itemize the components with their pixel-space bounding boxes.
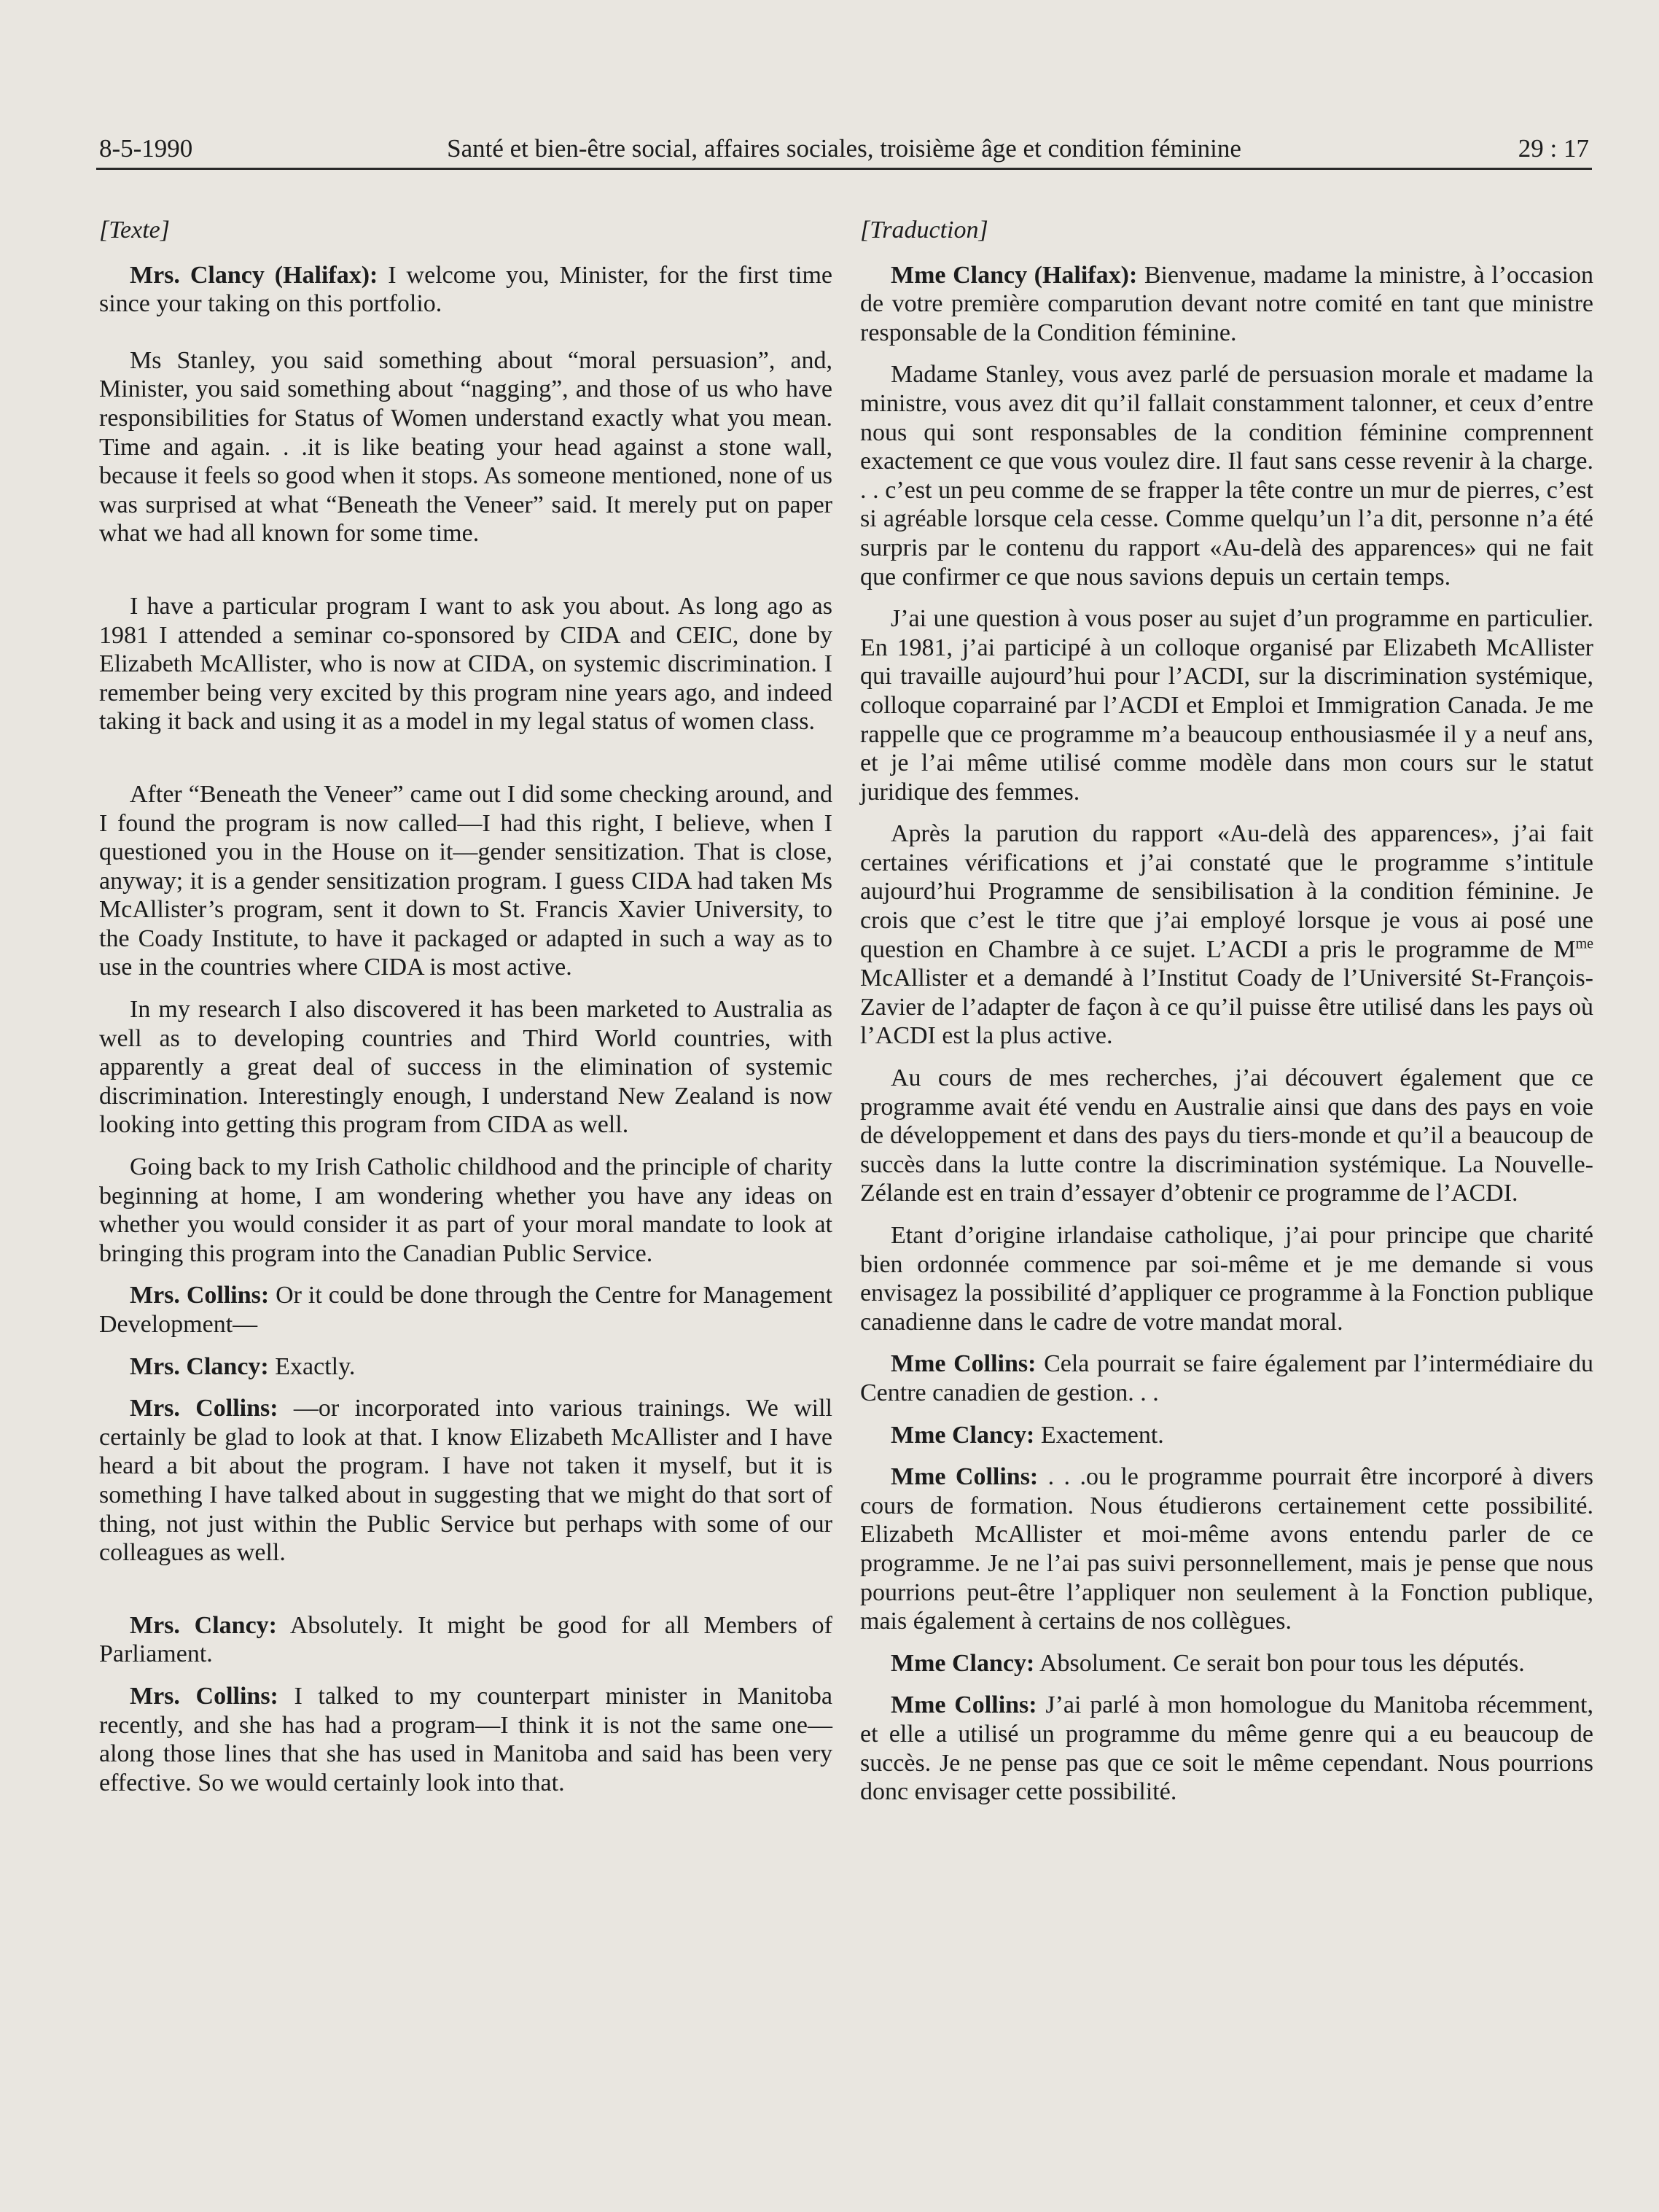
superscript: me bbox=[1575, 935, 1593, 952]
speaker-name: Mme Collins: bbox=[891, 1691, 1037, 1719]
left-column-english bbox=[99, 216, 832, 1797]
paragraph bbox=[99, 261, 832, 319]
speaker-name: Mrs. Clancy: bbox=[130, 1611, 277, 1639]
paragraph: Going back to my Irish Catholic childhood and the principle of charity beginning at home, I am wondering whether you have any ideas on whether you would consider it as part of your moral mandate to look at bringing this program into the Canadian Public Service. bbox=[99, 1153, 832, 1267]
column-label: [Traduction] bbox=[860, 217, 988, 244]
column-label: [Texte] bbox=[99, 217, 170, 244]
speaker-name: Mme Clancy (Halifax): bbox=[891, 261, 1138, 289]
header-date: 8-5-1990 bbox=[99, 134, 193, 163]
paragraph: In my research I also discovered it has been marketed to Australia as well as to developing countries and Third World countries, with apparently a great deal of success in the elimination of systemic discrimination. Interestingly enough, I understand New Zealand is now looking into getting this program from CIDA as well. bbox=[99, 996, 832, 1139]
speaker-name: Mme Collins: bbox=[891, 1350, 1037, 1378]
paragraph bbox=[860, 261, 1593, 348]
paragraph bbox=[860, 1691, 1593, 1806]
paragraph: Au cours de mes recherches, j’ai découvert également que ce programme avait été vendu en Australie ainsi que dans des pays en voie de développement et dans des pays du tiers-monde et qu’il a beaucoup de succès dans la lutte contre la discrimination systémique. La Nouvelle-Zélande est en train d’essayer d’obtenir ce programme de l’ACDI. bbox=[860, 1064, 1593, 1207]
paragraph bbox=[860, 1649, 1593, 1678]
speaker-name: Mrs. Collins: bbox=[130, 1682, 278, 1710]
speaker-name: Mrs. Clancy: bbox=[130, 1352, 269, 1380]
speech-text: Or it could be done through the Centre for Management Development— bbox=[99, 1282, 832, 1338]
paragraph bbox=[99, 1611, 832, 1669]
speaker-name: Mrs. Collins: bbox=[130, 1395, 278, 1422]
header-page-number: 29 : 17 bbox=[1518, 134, 1589, 163]
header-title: Santé et bien-être social, affaires sociales, troisième âge et condition féminine bbox=[447, 134, 1241, 163]
paragraph: After “Beneath the Veneer” came out I did some checking around, and I found the program is now called—I had this right, I believe, when I questioned you in the House on it—gender sensitization. That is close, anyway; it is a gender sensitization program. I guess CIDA had taken Ms McAllister’s program, sent it down to St. Francis Xavier University, to the Coady Institute, to have it packaged or adapted in such a way as to use in the countries where CIDA is most active. bbox=[99, 780, 832, 981]
speech-text: Exactly. bbox=[268, 1352, 356, 1380]
paragraph bbox=[860, 1421, 1593, 1450]
speaker-name: Mme Collins: bbox=[891, 1463, 1039, 1491]
paragraph bbox=[99, 1394, 832, 1568]
speech-text: McAllister et a demandé à l’Institut Coady de l’Université St-François-Zavier de l’adapter de façon à ce qu’il puisse être utilisé dans les pays où l’ACDI est la plus active. bbox=[860, 965, 1593, 1050]
speaker-name: Mrs. Collins: bbox=[130, 1282, 270, 1309]
speech-text: J’ai parlé à mon homologue du Manitoba récemment, et elle a utilisé un programme du même genre qui a eu beaucoup de succès. Je ne pense pas que ce soit le même cependant. Nous pourrions donc envisager cette possibilité. bbox=[860, 1691, 1593, 1806]
paragraph: Ms Stanley, you said something about “moral persuasion”, and, Minister, you said something about “nagging”, and those of us who have responsibilities for Status of Women understand exactly what you mean. Time and again. . .it is like beating your head against a stone wall, because it feels so good when it stops. As someone mentioned, none of us was surprised at what “Beneath the Veneer” said. It merely put on paper what we had all known for some time. bbox=[99, 346, 832, 548]
speech-text: Cela pourrait se faire également par l’intermédiaire du Centre canadien de gestion. . . bbox=[860, 1350, 1593, 1406]
speech-text: Absolutely. It might be good for all Members of Parliament. bbox=[99, 1611, 832, 1668]
paragraph: I have a particular program I want to ask you about. As long ago as 1981 I attended a seminar co-sponsored by CIDA and CEIC, done by Elizabeth McAllister, who is now at CIDA, on systemic discrimination. I remember being very excited by this program nine years ago, and indeed taking it back and using it as a model in my legal status of women class. bbox=[99, 592, 832, 736]
speech-text: Après la parution du rapport «Au-delà des apparences», j’ai fait certaines vérifications et j’ai constaté que le programme s’intitule aujourd’hui Programme de sensibilisation à la condition féminine. Je crois que c’est le titre que j’ai employé lorsque je vous ai posé une question en Chambre à ce sujet. L’ACDI a pris le programme de M bbox=[860, 820, 1593, 963]
speech-text: I welcome you, Minister, for the first time since your taking on this portfolio. bbox=[99, 261, 833, 318]
page-header bbox=[96, 127, 1592, 170]
speaker-name: Mme Clancy: bbox=[891, 1421, 1035, 1449]
speech-text: Exactement. bbox=[1034, 1421, 1164, 1449]
paragraph bbox=[860, 1350, 1593, 1407]
speech-text: Absolument. Ce serait bon pour tous les députés. bbox=[1034, 1649, 1525, 1677]
paragraph bbox=[860, 1463, 1593, 1636]
right-column-french bbox=[860, 216, 1593, 1807]
speech-text: . . .ou le programme pourrait être incorporé à divers cours de formation. Nous étudierons certainement cette possibilité. Elizabeth McAllister et moi-même avons entendu parler de ce programme. Je ne l’ai pas suivi personnellement, mais je pense que nous pourrions peut-être l’appliquer non seulement à la Fonction publique, mais également à certains de nos collègues. bbox=[860, 1463, 1594, 1635]
speaker-name: Mrs. Clancy (Halifax): bbox=[130, 261, 378, 289]
paragraph: Madame Stanley, vous avez parlé de persuasion morale et madame la ministre, vous avez dit qu’il fallait constamment talonner, et ceux d’entre nous qui sont responsables de la condition féminine comprennent exactement ce que vous voulez dire. Il faut sans cesse revenir à la charge. . . c’est un peu comme de se frapper la tête contre un mur de pierres, c’est si agréable lorsque cela cesse. Comme quelqu’un l’a dit, personne n’a été surpris par le contenu du rapport «Au-delà des apparences» qui ne fait que confirmer ce que nous savions depuis un certain temps. bbox=[860, 361, 1593, 591]
paragraph: Etant d’origine irlandaise catholique, j’ai pour principe que charité bien ordonnée commence par soi-même et je me demande si vous envisagez la possibilité d’appliquer ce programme à la Fonction publique canadienne dans le cadre de votre mandat moral. bbox=[860, 1222, 1593, 1336]
paragraph bbox=[99, 1682, 832, 1797]
speaker-name: Mme Clancy: bbox=[891, 1649, 1035, 1677]
paragraph bbox=[99, 1352, 832, 1382]
paragraph: J’ai une question à vous poser au sujet d’un programme en particulier. En 1981, j’ai participé à un colloque organisé par Elizabeth McAllister qui travaille aujourd’hui pour l’ACDI, sur la discrimination systémique, colloque coparrainé par l’ACDI et Emploi et Immigration Canada. Je me rappelle que ce programme m’a beaucoup enthousiasmée il y a neuf ans, et je l’ai même utilisé comme modèle dans mon cours sur le statut juridique des femmes. bbox=[860, 605, 1593, 806]
paragraph bbox=[860, 819, 1593, 1051]
speech-text: I talked to my counterpart minister in Manitoba recently, and she has had a program—I think it is not the same one—along those lines that she has used in Manitoba and said has been very effective. So we would certainly look into that. bbox=[99, 1682, 832, 1796]
paragraph bbox=[99, 1281, 832, 1339]
speech-text: —or incorporated into various trainings. We will certainly be glad to look at that. I know Elizabeth McAllister and I have heard a bit about the program. I have not taken it myself, but it is something I have talked about in suggesting that we might do that sort of thing, not just within the Public Service but perhaps with some of our colleagues as well. bbox=[99, 1395, 832, 1567]
speech-text: Bienvenue, madame la ministre, à l’occasion de votre première comparution devant notre comité en tant que ministre responsable de la Condition féminine. bbox=[860, 261, 1593, 346]
